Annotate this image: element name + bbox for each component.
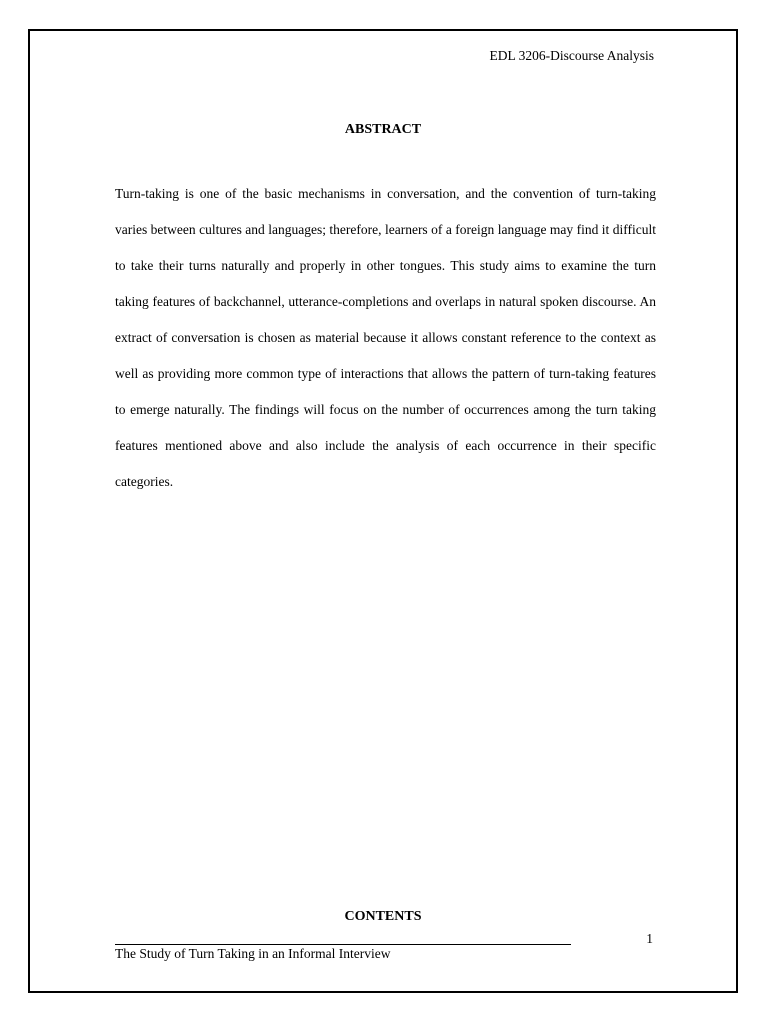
- document-page: [28, 29, 738, 993]
- abstract-heading: ABSTRACT: [344, 122, 422, 137]
- abstract-body: Turn-taking is one of the basic mechanisms in conversation, and the convention of turn-taking varies between cultures and languages; therefore, learners of a foreign language may find it difficult to take their turns naturally and properly in other tongues. This study aims to examine the turn taking features of backchannel, utterance-completions and overlaps in natural spoken discourse. An extract of conversation is chosen as material because it allows constant reference to the context as well as providing more common type of interactions that allows the pattern of turn-taking features to emerge naturally. The findings will focus on the number of occurrences among the turn taking features mentioned above and also include the analysis of each occurrence in their specific categories.: [115, 186, 656, 489]
- page-number: 1: [646, 931, 653, 946]
- footer-title: The Study of Turn Taking in an Informal Interview: [115, 946, 391, 961]
- contents-heading: CONTENTS: [344, 909, 422, 924]
- running-head: EDL 3206-Discourse Analysis: [489, 48, 654, 63]
